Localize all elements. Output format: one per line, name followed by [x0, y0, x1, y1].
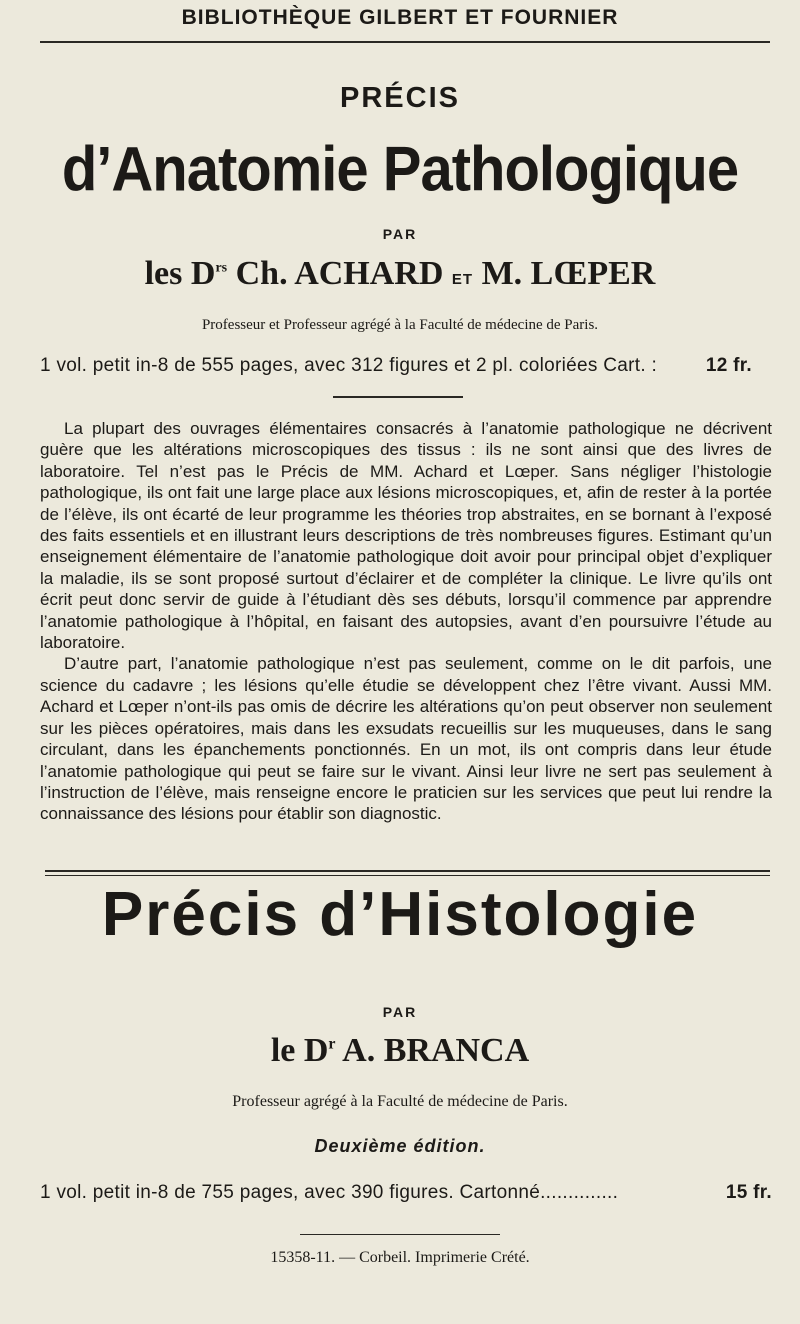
- book2-details: 1 vol. petit in-8 de 755 pages, avec 390 figures. Cartonné..............: [40, 1182, 619, 1203]
- book1-authors: [0, 255, 800, 293]
- book1-roles: Professeur et Professeur agrégé à la Faculté de médecine de Paris.: [201, 317, 599, 333]
- book2-par: PAR: [382, 1004, 418, 1020]
- book1-details: 1 vol. petit in-8 de 555 pages, avec 312 figures et 2 pl. coloriées Cart. :: [40, 355, 658, 376]
- book2-title: Précis d’Histologie: [101, 880, 699, 949]
- short-divider: [333, 396, 463, 398]
- printer-line: 15358-11. — Corbeil. Imprimerie Crété.: [270, 1249, 530, 1266]
- library-header: BIBLIOTHÈQUE GILBERT ET FOURNIER: [181, 6, 619, 29]
- book1-paragraph-2: D’autre part, l’anatomie pathologique n’est pas seulement, comme on le dit parfois, une science du cadavre ; les lésions qu’elle étudie se développent chez l’être vivant. Aussi MM. Achard et Lœper n’ont-ils pas omis de décrire les altérations qu’on peut observer non seulement sur les pièces opératoires, mais dans les exsudats recueillis sur les muqueuses, dans le sang circulant, dans les épanchements ponctionnés. En un mot, ils ont compris dans leur étude l’anatomie pathologique qui peut se faire sur le vivant. Ainsi leur livre ne sert pas seulement à l’instruction de l’élève, mais renseigne encore le praticien sur les services que peut lui rendre la connaissance des lésions pour établir son diagnostic.: [40, 654, 772, 824]
- book1-details-line: [0, 355, 800, 381]
- book2-author: A. BRANCA: [342, 1032, 530, 1069]
- book1-authors-prefix: les D: [144, 255, 216, 292]
- book2-price: 15 fr.: [725, 1182, 772, 1203]
- book2-details-line: [0, 1182, 800, 1208]
- section-rule-bottom: [45, 875, 770, 876]
- book1-author-b: M. LŒPER: [481, 255, 656, 292]
- book1-kicker: PRÉCIS: [340, 82, 460, 114]
- book2-author-line: [0, 1032, 800, 1070]
- section-rule-top: [45, 870, 770, 872]
- book1-price: 12 fr.: [705, 355, 752, 376]
- book1-title: d’Anatomie Pathologique: [61, 134, 739, 205]
- book1-paragraph-1: La plupart des ouvrages élémentaires consacrés à l’anatomie pathologique ne décrivent guère que les altérations microscopiques des tissus : ils ne sont ainsi que des livres de laboratoire. Tel n’est pas le Précis de MM. Achard et Lœper. Sans négliger l’histologie pathologique, ils ont fait une large place aux lésions microscopiques, et, afin de rester à la portée de l’élève, ils ont écarté de leur programme les théories trop abstraites, en se bornant à l’exposé des faits essentiels et en illustrant leurs descriptions de très nombreuses figures. Estimant qu’un enseignement élémentaire de l’anatomie pathologique doit avoir pour principal objet d’expliquer la maladie, ils se sont proposé surtout d’éclairer et de compléter la clinique. Le livre qu’ils ont écrit peut donc servir de guide à l’étudiant dès ses débuts, lorsqu’il commence par apprendre l’anatomie pathologique à l’hôpital, en faisant des autopsies, avant d’en poursuivre l’étude au laboratoire.: [40, 419, 772, 653]
- book2-author-sup: r: [328, 1035, 336, 1053]
- book1-et: ET: [451, 271, 474, 288]
- footer-rule: [300, 1234, 500, 1235]
- book1-author-a: Ch. ACHARD: [235, 255, 444, 292]
- book1-description: [40, 418, 772, 825]
- book1-par: PAR: [382, 226, 418, 242]
- book2-edition: Deuxième édition.: [314, 1136, 486, 1156]
- book2-role: Professeur agrégé à la Faculté de médecine de Paris.: [232, 1093, 568, 1110]
- book1-authors-sup: rs: [215, 260, 228, 276]
- book2-author-prefix: le D: [270, 1032, 329, 1069]
- header-rule: [40, 41, 770, 43]
